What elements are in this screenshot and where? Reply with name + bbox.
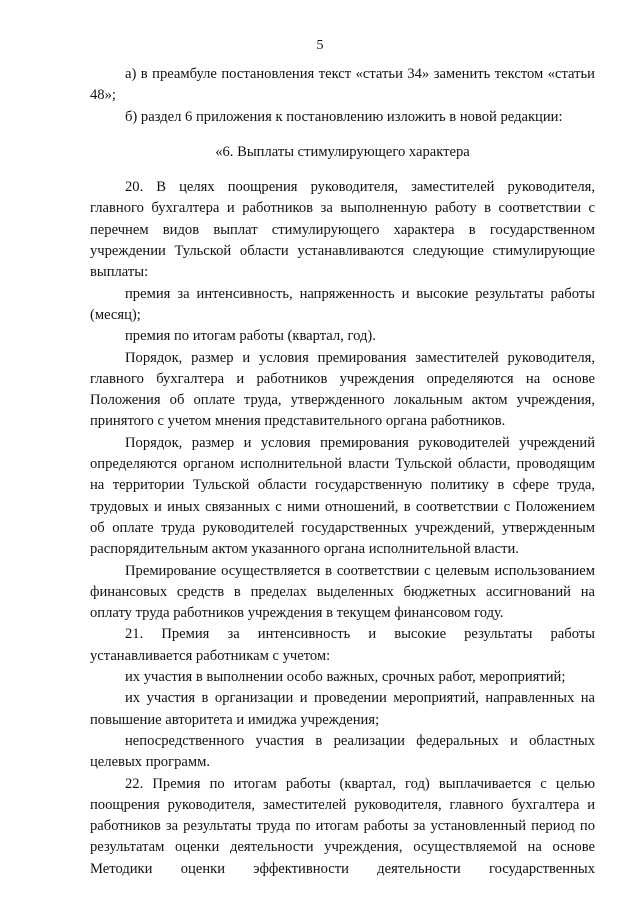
page-number: 5 xyxy=(316,38,324,53)
paragraph-21: 21. Премия за интенсивность и высокие результаты работы устанавливается работникам с учетом: xyxy=(90,626,595,664)
document-body xyxy=(90,64,595,880)
list-item-programs: непосредственного участия в реализации федеральных и областных целевых программ. xyxy=(90,732,595,771)
list-item-quarterly-bonus: премия по итогам работы (квартал, год). xyxy=(125,328,376,345)
paragraph-20: 20. В целях поощрения руководителя, заместителей руководителя, главного бухгалтера и работников за выполненную работу в соответствии с перечнем видов выплат стимулирующего характера в государственном учреждении Тульской области устанавливаются следующие стимулирующие выплаты: xyxy=(90,179,595,281)
paragraph-bonus-funding: Премирование осуществляется в соответствии с целевым использованием финансовых средств в пределах выделенных бюджетных ассигнований на оплату труда работников учреждения в текущем финансовом году. xyxy=(90,562,595,622)
list-item-events: их участия в организации и проведении мероприятий, направленных на повышение авторитета и имиджа учреждения; xyxy=(90,690,595,728)
section-heading: «6. Выплаты стимулирующего характера xyxy=(215,143,470,160)
list-item-monthly-bonus: премия за интенсивность, напряженность и высокие результаты работы (месяц); xyxy=(90,285,595,323)
paragraph-preamble-change: а) в преамбуле постановления текст «статьи 34» заменить текстом «статьи 48»; xyxy=(90,66,595,104)
paragraph-bonus-procedure-heads: Порядок, размер и условия премирования руководителей учреждений определяются органом исполнительной власти Тульской области, проводящим на территории Тульской области государственную политику в сфере труда, трудовых и иных связанных с ними отношений, в соответствии с Положением об оплате труда руководителей государственных учреждений, утвержденным распорядительным актом указанного органа исполнительной власти. xyxy=(90,434,595,558)
paragraph-section-change: б) раздел 6 приложения к постановлению изложить в новой редакции: xyxy=(125,108,563,125)
paragraph-22: 22. Премия по итогам работы (квартал, год) выплачивается с целью поощрения руководителя, заместителей руководителя, главного бухгалтера и работников за результаты труда по итогам работы за установленный период по результатам оценки деятельности учреждения, осуществляемой на основе Методики оценки эффективности деятельности государственных xyxy=(90,775,595,877)
paragraph-bonus-procedure-staff: Порядок, размер и условия премирования заместителей руководителя, главного бухгалтера и работников учреждения определяются на основе Положения об оплате труда, утвержденного локальным актом учреждения, принятого с учетом мнения представительного органа работников. xyxy=(90,349,595,430)
list-item-urgent-work: их участия в выполнении особо важных, срочных работ, мероприятий; xyxy=(125,669,566,686)
